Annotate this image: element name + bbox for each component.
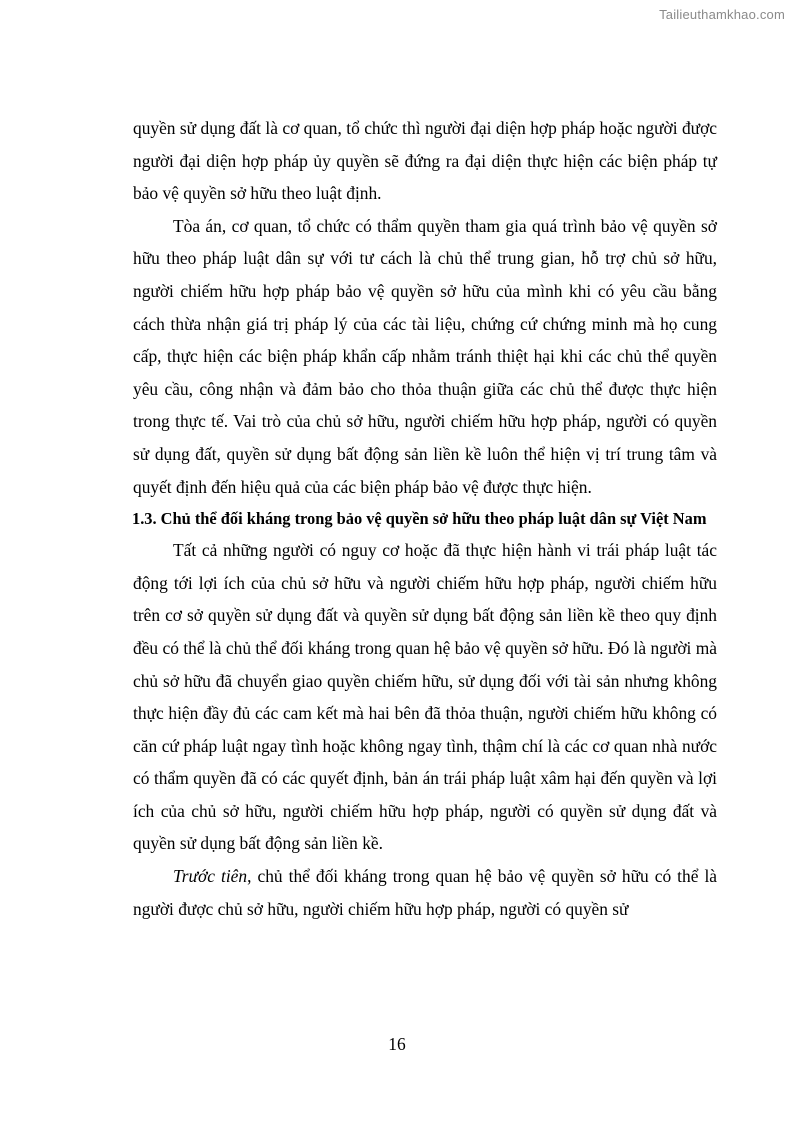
italic-lead: Trước tiên [173, 866, 248, 887]
document-body [133, 112, 717, 925]
watermark: Tailieuthamkhao.com [659, 7, 785, 22]
paragraph-first-case [133, 860, 717, 925]
paragraph-opposing-parties: Tất cả những người có nguy cơ hoặc đã thực hiện hành vi trái pháp luật tác động tới lợi ích của chủ sở hữu và người chiếm hữu hợp pháp, người chiếm hữu trên cơ sở quyền sử dụng đất và quyền sử dụng bất động sản liền kề theo quy định đều có thể là chủ thể đối kháng trong quan hệ bảo vệ quyền sở hữu. Đó là người mà chủ sở hữu đã chuyển giao quyền chiếm hữu, sử dụng đối với tài sản nhưng không thực hiện đầy đủ các cam kết mà hai bên đã thỏa thuận, người chiếm hữu không có căn cứ pháp luật ngay tình hoặc không ngay tình, thậm chí là các cơ quan nhà nước có thẩm quyền đã có các quyết định, bản án trái pháp luật xâm hại đến quyền và lợi ích của chủ sở hữu, người chiếm hữu hợp pháp, người có quyền sử dụng đất và quyền sử dụng bất động sản liền kề. [133, 540, 717, 854]
section-heading: 1.3. Chủ thể đối kháng trong bảo vệ quyền sở hữu theo pháp luật dân sự Việt Nam [132, 509, 707, 529]
paragraph-courts-role: Tòa án, cơ quan, tổ chức có thẩm quyền tham gia quá trình bảo vệ quyền sở hữu theo pháp luật dân sự với tư cách là chủ thể trung gian, hỗ trợ chủ sở hữu, người chiếm hữu hợp pháp bảo vệ quyền sở hữu của mình khi có yêu cầu bằng cách thừa nhận giá trị pháp lý của các tài liệu, chứng cứ chứng minh mà họ cung cấp, thực hiện các biện pháp khẩn cấp nhằm tránh thiệt hại khi các chủ thể quyền yêu cầu, công nhận và đảm bảo cho thỏa thuận giữa các chủ thể được thực hiện trong thực tế. Vai trò của chủ sở hữu, người chiếm hữu hợp pháp, người có quyền sử dụng đất, quyền sử dụng bất động sản liền kề luôn thể hiện vị trí trung tâm và quyết định đến hiệu quả của các biện pháp bảo vệ được thực hiện. [133, 215, 717, 497]
page-number: 16 [388, 1034, 406, 1054]
paragraph-first-case-text: , chủ thể đối kháng trong quan hệ bảo vệ quyền sở hữu có thể là người được chủ sở hữu, người chiếm hữu hợp pháp, người có quyền sử [133, 866, 718, 919]
paragraph-continuation: quyền sử dụng đất là cơ quan, tổ chức thì người đại diện hợp pháp hoặc người được người đại diện hợp pháp ủy quyền sẽ đứng ra đại diện thực hiện các biện pháp tự bảo vệ quyền sở hữu theo luật định. [133, 118, 717, 204]
